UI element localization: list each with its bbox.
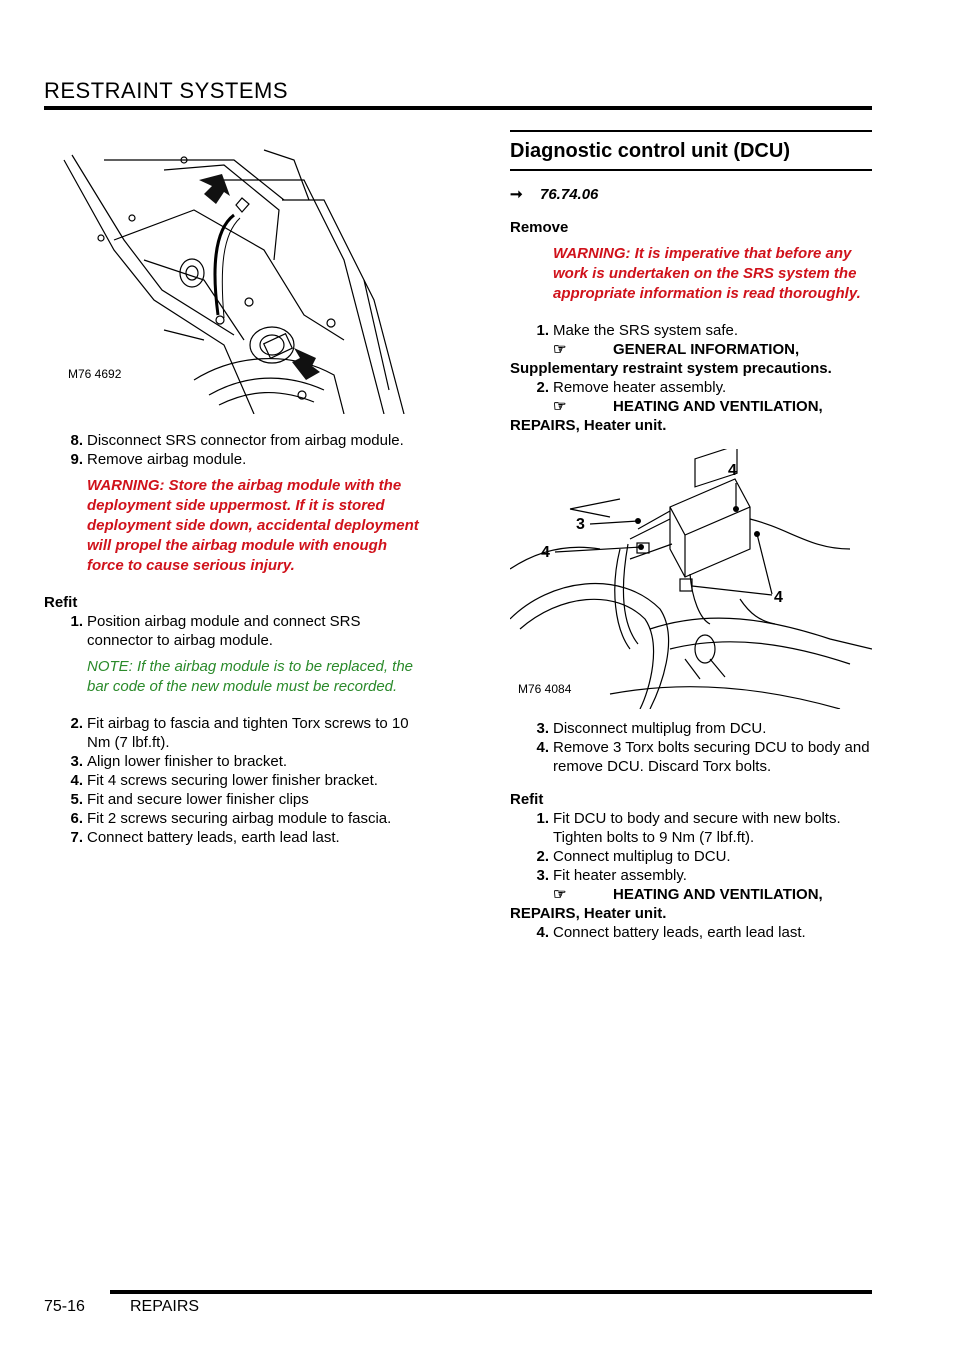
spanner-icon: ➞ <box>510 186 523 203</box>
callout-top: 4 <box>728 462 737 479</box>
refit-step-4-right: 4. Connect battery leads, earth lead last. <box>536 924 806 941</box>
remove-step-2: 2. Remove heater assembly. <box>536 379 727 396</box>
callout-left-lower: 4 <box>541 544 550 561</box>
section-title: Diagnostic control unit (DCU) <box>510 140 790 162</box>
refit-step-4-left: 4. Fit 4 screws securing lower finisher bracket. <box>70 772 378 789</box>
refit-step-3-right: 3. Fit heater assembly. <box>536 867 687 884</box>
header-rule <box>44 106 872 110</box>
srs-warning: WARNING: It is imperative that before any work is undertaken on the SRS system the appropriate information is read thoroughly. <box>553 245 861 302</box>
refit-step-1-left: 1. Position airbag module and connect SRS connector to airbag module. <box>70 613 361 649</box>
footer-rule <box>110 1290 872 1294</box>
remove-step-1: 1. Make the SRS system safe. <box>536 322 739 339</box>
cross-reference-2: ☞ HEATING AND VENTILATION, REPAIRS, Heater unit. <box>510 398 823 434</box>
right-column <box>510 130 872 942</box>
airbag-illustration <box>44 140 409 414</box>
refit-step-5-left: 5. Fit and secure lower finisher clips <box>70 791 309 808</box>
dcu-figure <box>510 449 872 709</box>
section-rule-top <box>510 130 872 132</box>
callout-left-upper: 3 <box>576 516 585 533</box>
page-number: 75-16 <box>44 1298 85 1315</box>
airbag-warning: WARNING: Store the airbag module with the deployment side uppermost. If it is stored deployment side down, accidental deployment will propel the airbag module with enough force to cause serious injury. <box>87 477 419 574</box>
remove-step-4: 4. Remove 3 Torx bolts securing DCU to body and remove DCU. Discard Torx bolts. <box>536 739 870 775</box>
cross-reference-3: ☞ HEATING AND VENTILATION, REPAIRS, Heater unit. <box>510 886 823 922</box>
dcu-illustration <box>510 449 872 709</box>
remove-step-3: 3. Disconnect multiplug from DCU. <box>536 720 767 737</box>
figure-label-left: M76 4692 <box>68 367 122 381</box>
footer-section: REPAIRS <box>130 1298 200 1315</box>
refit-step-3-left: 3. Align lower finisher to bracket. <box>70 753 288 770</box>
left-column <box>44 140 424 847</box>
remove-step-8: 8. Disconnect SRS connector from airbag module. <box>70 432 404 449</box>
refit-step-6-left: 6. Fit 2 screws securing airbag module to fascia. <box>70 810 392 827</box>
figure-label-right: M76 4084 <box>518 682 572 696</box>
hand-pointer-icon: ☞ <box>553 886 567 903</box>
refit-step-2-right: 2. Connect multiplug to DCU. <box>536 848 731 865</box>
hand-pointer-icon: ☞ <box>553 398 567 415</box>
refit-step-1-right: 1. Fit DCU to body and secure with new bolts. Tighten bolts to 9 Nm (7 lbf.ft). <box>536 810 841 846</box>
refit-step-2-left: 2. Fit airbag to fascia and tighten Torx screws to 10 Nm (7 lbf.ft). <box>70 715 409 751</box>
remove-step-9: 9. Remove airbag module. <box>70 451 247 468</box>
refit-step-7-left: 7. Connect battery leads, earth lead last. <box>70 829 340 846</box>
remove-heading: Remove <box>510 219 569 236</box>
page-header-title: RESTRAINT SYSTEMS <box>44 78 289 103</box>
refit-heading-right: Refit <box>510 791 544 808</box>
hand-pointer-icon: ☞ <box>553 341 567 358</box>
barcode-note: NOTE: If the airbag module is to be replaced, the bar code of the new module must be recorded. <box>87 658 414 695</box>
section-rule-bottom <box>510 169 872 171</box>
cross-reference-1: ☞ GENERAL INFORMATION, Supplementary restraint system precautions. <box>510 341 832 377</box>
operation-code: ➞ 76.74.06 <box>510 186 599 203</box>
refit-heading-left: Refit <box>44 594 78 611</box>
callout-right: 4 <box>774 589 783 606</box>
airbag-figure <box>44 140 409 414</box>
